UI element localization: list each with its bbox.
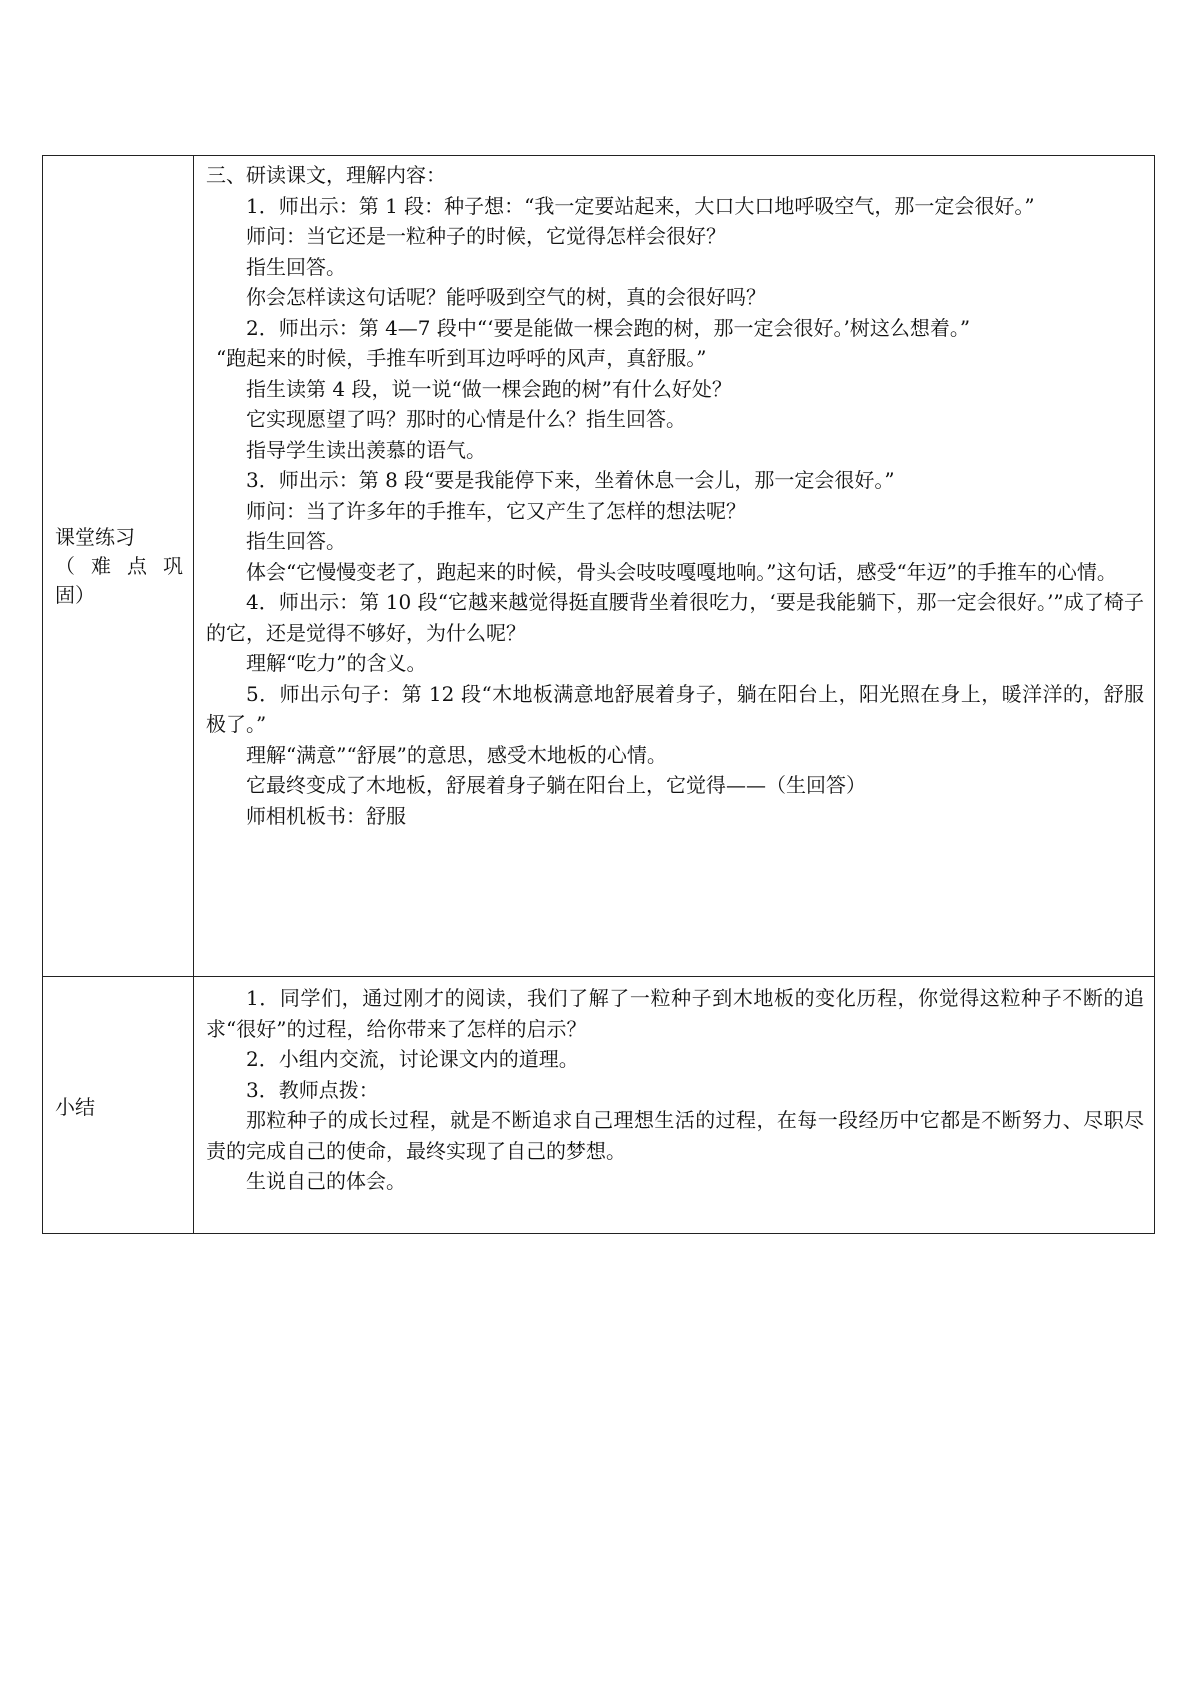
content-paragraph: 3．师出示：第 8 段“要是我能停下来，坐着休息一会儿，那一定会很好。” — [246, 468, 895, 492]
practice-content-cell — [194, 156, 1155, 977]
summary-row — [43, 977, 1155, 1234]
practice-label-title: 课堂练习 — [55, 524, 135, 549]
content-paragraph: 理解“满意”“舒展”的意思，感受木地板的心情。 — [246, 742, 667, 767]
summary-paragraph: 2．小组内交流，讨论课文内的道理。 — [246, 1047, 579, 1071]
lesson-plan-table — [42, 155, 1155, 1234]
content-paragraph: 1．师出示：第 1 段：种子想：“我一定要站起来，大口大口地呼吸空气，那一定会很好。” — [246, 193, 1035, 218]
content-paragraph: 它实现愿望了吗？那时的心情是什么？指生回答。 — [246, 407, 686, 431]
summary-paragraph: 那粒种子的成长过程，就是不断追求自己理想生活的过程，在每一段经历中它都是不断努力、尽职尽责的完成自己的使命，最终实现了自己的梦想。 — [206, 1108, 1144, 1163]
content-paragraph: 师相机板书：舒服 — [246, 803, 406, 828]
content-paragraph: 它最终变成了木地板，舒展着身子躺在阳台上，它觉得——（生回答） — [246, 773, 866, 797]
content-paragraph: 4．师出示：第 10 段“它越来越觉得挺直腰背坐着很吃力，‘要是我能躺下，那一定会很好。’”成了椅子的它，还是觉得不够好，为什么呢？ — [206, 590, 1144, 645]
content-paragraph: 体会“它慢慢变老了，跑起来的时候，骨头会吱吱嘎嘎地响。”这句话，感受“年迈”的手推车的心情。 — [246, 559, 1117, 584]
content-paragraph: “跑起来的时候，手推车听到耳边呼呼的风声，真舒服。” — [216, 346, 707, 370]
summary-label-cell — [43, 977, 194, 1234]
content-paragraph: 你会怎样读这句话呢？能呼吸到空气的树，真的会很好吗？ — [246, 285, 766, 309]
practice-label-sub: （ 难 点 巩 — [55, 553, 183, 578]
practice-row — [43, 156, 1155, 977]
summary-paragraph: 生说自己的体会。 — [246, 1169, 406, 1193]
summary-paragraph: 3．教师点拨： — [246, 1077, 379, 1102]
content-paragraph: 指生回答。 — [246, 254, 346, 279]
summary-content-cell — [194, 977, 1155, 1234]
content-paragraph: 指生读第 4 段，说一说“做一棵会跑的树”有什么好处？ — [246, 376, 732, 401]
practice-label-sub-end: 固） — [55, 582, 95, 607]
content-paragraph: 2．师出示：第 4—7 段中“‘要是能做一棵会跑的树，那一定会很好。’树这么想着。” — [246, 315, 971, 340]
summary-paragraph: 1．同学们，通过刚才的阅读，我们了解了一粒种子到木地板的变化历程，你觉得这粒种子不断的追求“很好”的过程，给你带来了怎样的启示？ — [206, 986, 1144, 1041]
content-paragraph: 师问：当了许多年的手推车，它又产生了怎样的想法呢？ — [246, 498, 746, 523]
section-heading: 三、研读课文，理解内容： — [206, 163, 446, 187]
content-paragraph: 理解“吃力”的含义。 — [246, 651, 427, 675]
summary-label: 小结 — [55, 1094, 95, 1119]
content-paragraph: 5．师出示句子：第 12 段“木地板满意地舒展着身子，躺在阳台上，阳光照在身上，暖洋洋的，舒服极了。” — [206, 681, 1144, 736]
practice-label-cell — [43, 156, 194, 977]
content-paragraph: 师问：当它还是一粒种子的时候，它觉得怎样会很好？ — [246, 224, 726, 248]
content-paragraph: 指生回答。 — [246, 529, 346, 553]
content-paragraph: 指导学生读出羡慕的语气。 — [246, 437, 486, 462]
